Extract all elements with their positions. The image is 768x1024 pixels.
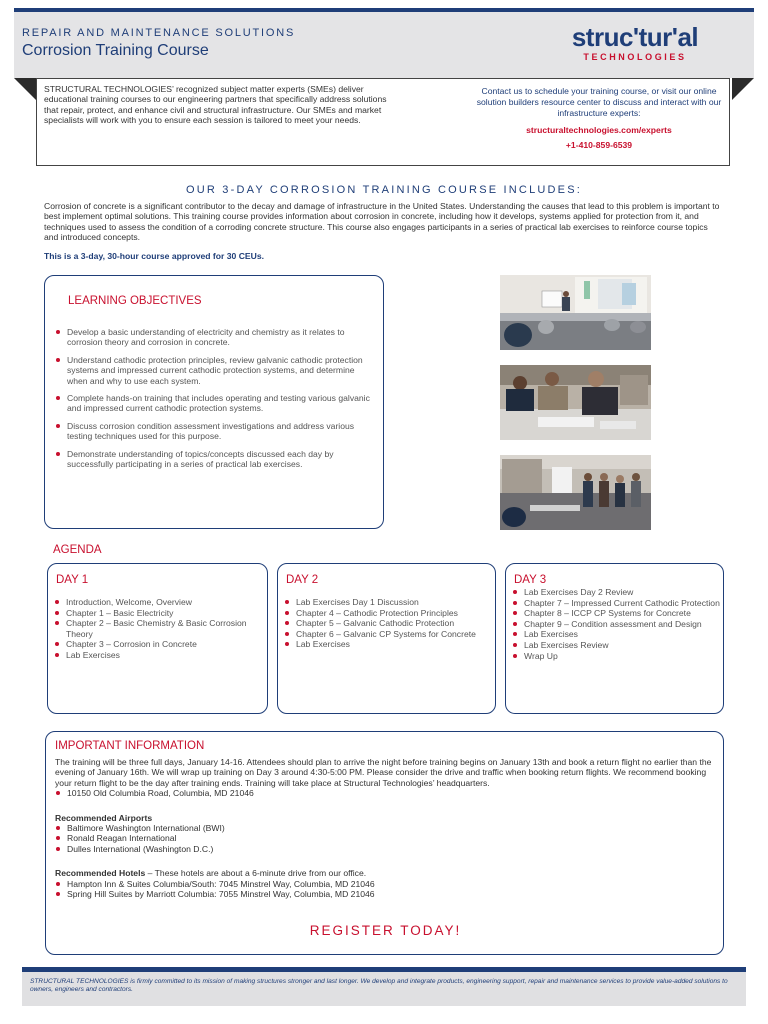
intro-text: STRUCTURAL TECHNOLOGIES’ recognized subject matter experts (SMEs) deliver educational training courses to our engineering partners that specifically address solutions that repair, protect, and enhance civil and structural infrastructure. Our SMEs and market specialists will work with you to ensure each session is tailored to meet your needs. <box>44 84 387 126</box>
airports-list <box>55 823 715 854</box>
list-item: Chapter 7 – Impressed Current Cathodic Protection <box>512 598 720 609</box>
day2-card <box>277 563 496 714</box>
list-item: Lab Exercises Day 1 Discussion <box>284 597 492 608</box>
hq-address: 10150 Old Columbia Road, Columbia, MD 21046 <box>55 788 715 798</box>
header-supertitle: REPAIR AND MAINTENANCE SOLUTIONS <box>22 27 296 39</box>
hotels-title: Recommended Hotels <box>55 868 146 879</box>
includes-heading: OUR 3-DAY CORROSION TRAINING COURSE INCLUDES: <box>185 184 583 196</box>
list-item: Lab Exercises <box>54 650 262 661</box>
list-item: Complete hands-on training that includes operating and testing various galvanic and impressed current cathodic protection systems. <box>55 393 377 414</box>
classroom-photo <box>500 275 651 350</box>
learning-objectives-card <box>44 275 384 529</box>
day1-card <box>47 563 268 714</box>
footer-mission-text: STRUCTURAL TECHNOLOGIES is firmly committed to its mission of making structures stronger and last longer. We develop and integrate products, engineering support, repair and maintenance services to provide value-added solutions to owners, engineers and contractors. <box>30 978 728 994</box>
header-corner-right <box>732 78 754 100</box>
list-item: Chapter 6 – Galvanic CP Systems for Concrete <box>284 629 492 640</box>
list-item: Chapter 4 – Cathodic Protection Principles <box>284 608 492 619</box>
register-button[interactable]: REGISTER TODAY! <box>309 923 462 938</box>
list-item: Understand cathodic protection principles, review galvanic cathodic protection systems and impressed current cathodic protection systems, and determine when and why to use each system. <box>55 355 377 386</box>
includes-text: Corrosion of concrete is a significant contributor to the decay and damage of infrastructure in the United States. Understanding the causes that lead to this problem is important to best implement optimal solutions. This training course provides information about corrosion in concrete, including how it develops, systems applied for protection from it, and techniques used to assess the condition of a corroding concrete structure. This course also engages participants in a series of practical lab exercises to reinforce course topics and introduced concepts. <box>44 201 720 243</box>
list-item: Baltimore Washington International (BWI) <box>55 823 715 833</box>
list-item: Chapter 3 – Corrosion in Concrete <box>54 639 262 650</box>
list-item: Introduction, Welcome, Overview <box>54 597 262 608</box>
header-corner-left <box>14 78 36 100</box>
list-item: Chapter 5 – Galvanic Cathodic Protection <box>284 618 492 629</box>
day2-title: DAY 2 <box>286 574 319 586</box>
contact-block <box>476 86 722 151</box>
contact-text: Contact us to schedule your training course, or visit our online solution builders resource center to discuss and interact with our infrastructure experts: <box>476 86 722 118</box>
page-title: Corrosion Training Course <box>22 42 209 59</box>
group-photo <box>500 455 651 530</box>
list-item: Lab Exercises Review <box>512 640 720 651</box>
list-item: Lab Exercises <box>284 639 492 650</box>
list-item: Develop a basic understanding of electricity and chemistry as it relates to corrosion theory and corrosion in concrete. <box>55 327 377 348</box>
experts-link[interactable]: structuraltechnologies.com/experts <box>526 125 672 135</box>
important-info-body <box>55 757 715 899</box>
list-item: Hampton Inn & Suites Columbia/South: 7045 Minstrel Way, Columbia, MD 21046 <box>55 879 715 889</box>
list-item: Spring Hill Suites by Marriott Columbia: 7055 Minstrel Way, Columbia, MD 21046 <box>55 889 715 899</box>
logo-subtitle: TECHNOLOGIES <box>583 52 687 62</box>
list-item: Wrap Up <box>512 651 720 662</box>
day1-title: DAY 1 <box>56 574 89 586</box>
training-details: The training will be three full days, January 14-16. Attendees should plan to arrive the night before training begins on January 13th and book a return flight no earlier than the evening of January 16th. We will wrap up training on Day 3 around 4:30-5:00 PM. Please consider the drive and traffic when booking return flights. We recommend booking your return flight to be the day after training ends. Training will take place at Structural Technologies’ headquarters. <box>55 757 712 788</box>
agenda-heading: AGENDA <box>53 544 102 556</box>
day3-card <box>505 563 724 714</box>
hotels-heading <box>55 868 715 878</box>
list-item: Dulles International (Washington D.C.) <box>55 844 715 854</box>
day3-title: DAY 3 <box>514 574 547 586</box>
day2-list <box>284 597 492 650</box>
list-item: Demonstrate understanding of topics/concepts discussed each day by successfully participating in a series of practical lab exercises. <box>55 449 377 470</box>
hotels-list <box>55 879 715 900</box>
address-list <box>55 788 715 798</box>
objectives-list <box>55 327 377 476</box>
list-item: Discuss corrosion condition assessment investigations and address various testing techniques used for this purpose. <box>55 421 377 442</box>
phone-number[interactable]: +1-410-859-6539 <box>565 140 633 150</box>
logo-wordmark: struc'tur'al <box>571 22 699 52</box>
hotels-note: – These hotels are about a 6-minute drive from our office. <box>145 868 367 879</box>
day3-list <box>512 587 720 661</box>
important-info-card <box>45 731 724 955</box>
important-info-title: IMPORTANT INFORMATION <box>55 740 205 752</box>
list-item: Chapter 9 – Condition assessment and Design <box>512 619 720 630</box>
list-item: Ronald Reagan International <box>55 833 715 843</box>
airports-heading: Recommended Airports <box>55 812 153 823</box>
list-item: Chapter 1 – Basic Electricity <box>54 608 262 619</box>
list-item: Chapter 8 – ICCP CP Systems for Concrete <box>512 608 720 619</box>
list-item: Lab Exercises Day 2 Review <box>512 587 720 598</box>
list-item: Chapter 2 – Basic Chemistry & Basic Corrosion Theory <box>54 618 262 639</box>
learning-objectives-title: LEARNING OBJECTIVES <box>68 295 202 307</box>
list-item: Lab Exercises <box>512 629 720 640</box>
day1-list <box>54 597 262 661</box>
lab-exercise-photo <box>500 365 651 440</box>
ceu-statement: This is a 3-day, 30-hour course approved for 30 CEUs. <box>44 251 265 261</box>
company-logo[interactable] <box>560 22 710 62</box>
